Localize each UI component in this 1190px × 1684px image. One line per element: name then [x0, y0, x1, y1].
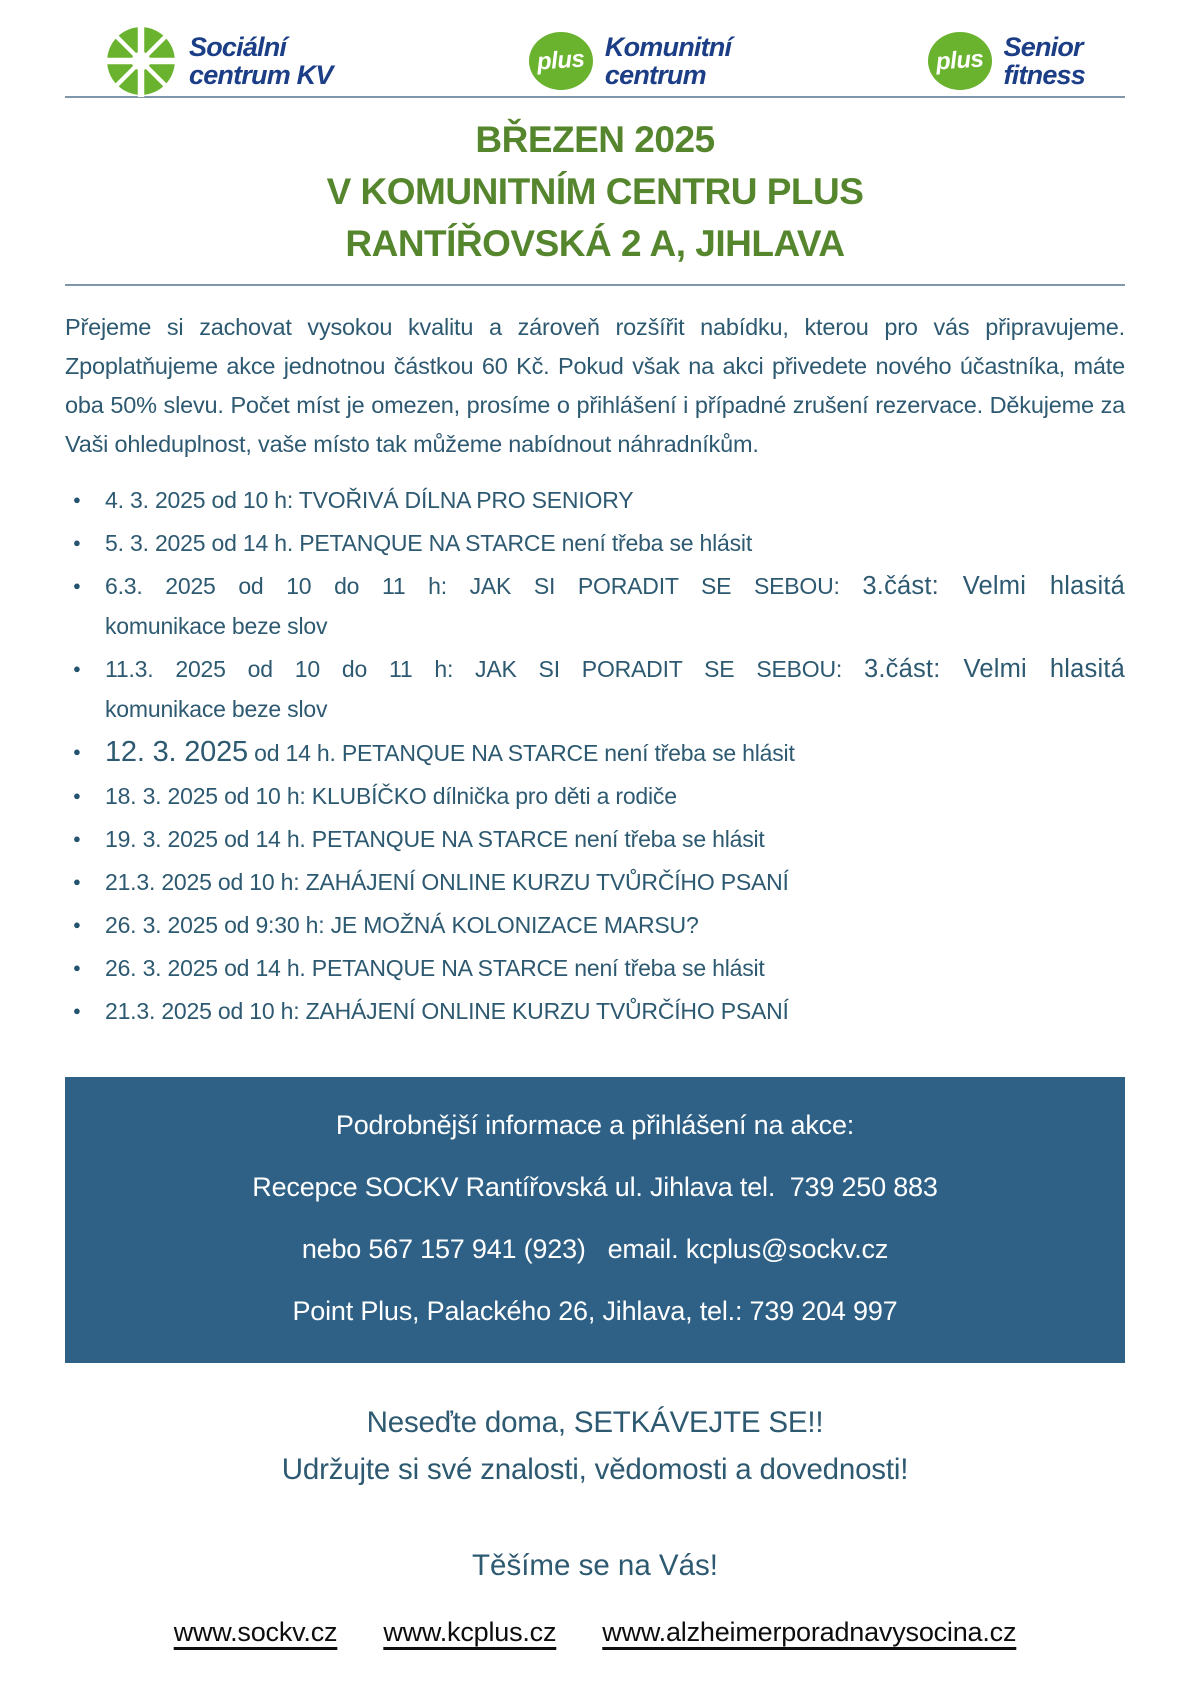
event-line: [105, 776, 1125, 816]
event-line: [105, 948, 1125, 988]
title-line-month: BŘEZEN 2025: [475, 119, 715, 160]
event-line: [105, 689, 1125, 729]
event-text-segment: 18. 3. 2025 od 10 h: KLUBÍČKO dílnička pro děti a rodiče: [105, 783, 677, 809]
event-text-segment: od 14 h. PETANQUE NA STARCE není třeba se hlásit: [247, 740, 795, 766]
events-list: [65, 480, 1125, 1031]
logo-komunitni-centrum: [529, 32, 731, 90]
event-text-segment: 4. 3. 2025 od 10 h: TVOŘIVÁ DÍLNA PRO SENIORY: [105, 487, 634, 513]
event-text-segment: 19. 3. 2025 od 14 h. PETANQUE NA STARCE není třeba se hlásit: [105, 826, 765, 852]
closing-line-2: Udržujte si své znalosti, vědomosti a dovednosti!: [281, 1453, 909, 1486]
logo-senior-fitness-text: [1004, 33, 1085, 89]
link-sockv[interactable]: www.sockv.cz: [173, 1617, 338, 1647]
event-line: [105, 606, 1125, 646]
logo-komunitni-centrum-text: [605, 33, 731, 89]
intro-paragraph: Přejeme si zachovat vysokou kvalitu a zároveň rozšířit nabídku, kterou pro vás připravujeme. Zpoplatňujeme akce jednotnou částkou 60 Kč. Pokud však na akci přivedete nového účastníka, máte oba 50% slevu. Počet míst je omezen, prosíme o přihlášení i případné zrušení rezervace. Děkujeme za Vaši ohleduplnost, vaše místo tak můžeme nabídnout náhradníkům.: [65, 314, 1125, 457]
logo-socialni-centrum: [105, 25, 333, 97]
event-text-segment: komunikace beze slov: [105, 613, 328, 639]
event-item: [65, 566, 1125, 646]
logo-text-line: centrum: [604, 60, 706, 90]
event-text-segment: 3.část: Velmi hlasitá: [863, 655, 1125, 683]
title-line-venue: V KOMUNITNÍM CENTRU PLUS: [326, 171, 864, 212]
event-item: [65, 480, 1125, 520]
event-item: [65, 905, 1125, 945]
link-kcplus[interactable]: www.kcplus.cz: [383, 1617, 557, 1647]
event-text-segment: 21.3. 2025 od 10 h: ZAHÁJENÍ ONLINE KURZU TVŮRČÍHO PSANÍ: [105, 998, 789, 1024]
event-line: [105, 905, 1125, 945]
event-line: [105, 991, 1125, 1031]
closing-slogans: [65, 1399, 1125, 1493]
event-item: [65, 948, 1125, 988]
event-item: [65, 776, 1125, 816]
link-alzheimerporadna[interactable]: www.alzheimerporadnavysocina.cz: [602, 1617, 1017, 1647]
event-item: [65, 991, 1125, 1031]
plus-badge-icon: [529, 32, 593, 90]
closing-line-3: Těšíme se na Vás!: [472, 1549, 718, 1582]
event-line: [105, 566, 1125, 606]
info-box-reception: Recepce SOCKV Rantířovská ul. Jihlava tel. 739 250 883: [252, 1172, 938, 1202]
event-item: [65, 523, 1125, 563]
info-box-point-plus: Point Plus, Palackého 26, Jihlava, tel.: 739 204 997: [292, 1296, 898, 1326]
logo-socialni-centrum-text: [189, 33, 333, 89]
event-text-segment: 26. 3. 2025 od 14 h. PETANQUE NA STARCE není třeba se hlásit: [105, 955, 765, 981]
logo-text-line: centrum KV: [189, 60, 333, 90]
logo-senior-fitness: [928, 32, 1085, 90]
logo-text-line: Komunitní: [604, 32, 732, 62]
page-title: [65, 98, 1125, 284]
contact-info-box: [65, 1077, 1125, 1363]
event-item: [65, 862, 1125, 902]
event-text-segment: 21.3. 2025 od 10 h: ZAHÁJENÍ ONLINE KURZU TVŮRČÍHO PSANÍ: [105, 869, 789, 895]
logo-text-line: Senior: [1003, 32, 1083, 62]
event-text-segment: komunikace beze slov: [105, 696, 328, 722]
event-text-segment: 5. 3. 2025 od 14 h. PETANQUE NA STARCE není třeba se hlásit: [105, 530, 753, 556]
footer-links: [65, 1617, 1125, 1648]
info-box-phone-email: nebo 567 157 941 (923) email. kcplus@sockv.cz: [301, 1234, 889, 1264]
event-text-segment: 26. 3. 2025 od 9:30 h: JE MOŽNÁ KOLONIZACE MARSU?: [105, 912, 699, 938]
logo-text-line: Sociální: [189, 32, 287, 62]
closing-line-1: Neseďte doma, SETKÁVEJTE SE!!: [366, 1406, 824, 1439]
title-divider: [65, 284, 1125, 286]
event-line: [105, 649, 1125, 689]
plus-badge-icon: [928, 32, 992, 90]
event-line: [105, 523, 1125, 563]
event-text-segment: 12. 3. 2025: [105, 736, 248, 768]
event-text-segment: 3.část: Velmi hlasitá: [862, 572, 1125, 600]
event-text-segment: 11.3. 2025 od 10 do 11 h: JAK SI PORADIT SE SEBOU:: [105, 656, 864, 682]
event-item: [65, 732, 1125, 773]
event-text-segment: 6.3. 2025 od 10 do 11 h: JAK SI PORADIT SE SEBOU:: [105, 573, 863, 599]
plus-badge-label: plus: [934, 45, 985, 76]
header: [65, 0, 1125, 96]
pinwheel-icon: [105, 25, 177, 97]
event-item: [65, 819, 1125, 859]
event-line: [105, 819, 1125, 859]
logo-text-line: fitness: [1003, 60, 1085, 90]
event-line: [105, 862, 1125, 902]
event-line: [105, 480, 1125, 520]
event-item: [65, 649, 1125, 729]
event-line: [105, 732, 1125, 773]
title-line-address: RANTÍŘOVSKÁ 2 A, JIHLAVA: [345, 223, 845, 264]
info-box-heading: Podrobnější informace a přihlášení na akce:: [335, 1110, 855, 1140]
plus-badge-label: plus: [536, 45, 586, 76]
